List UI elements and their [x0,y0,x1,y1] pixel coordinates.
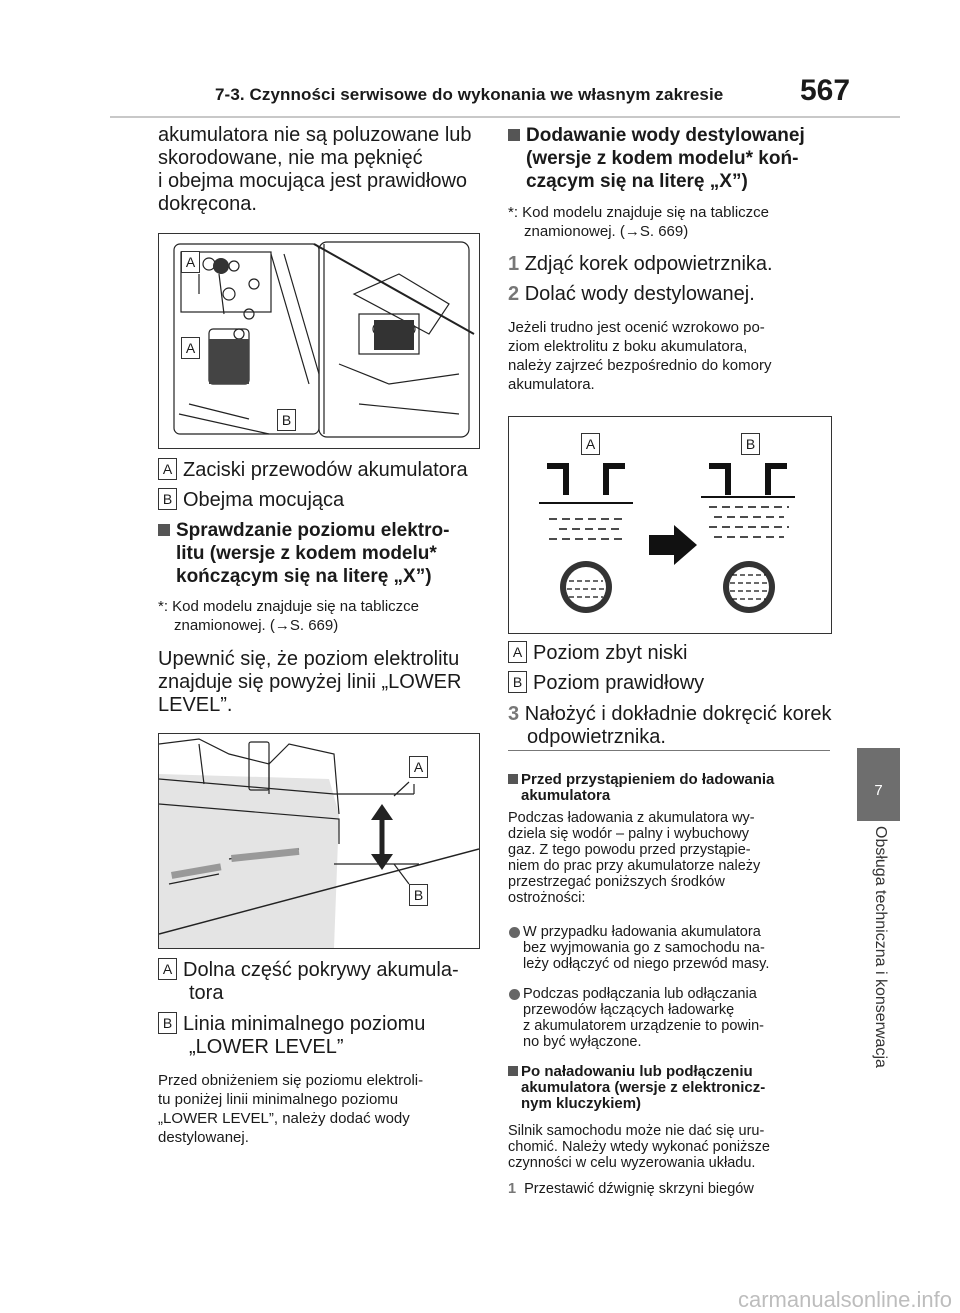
text-line: gaz. Z tego powodu przed przystąpie- [508,842,751,858]
text-line: *: Kod modelu znajduje się na tabliczce [158,598,419,615]
text-line: znamionowej. (→S. 669) [174,617,339,634]
legend-item [508,672,838,695]
text-line: bez wyjmowania go z samochodu na- [523,940,765,956]
section-heading [158,519,488,588]
bullet-item [508,986,838,1050]
step-text: Nałożyć i dokładnie dokręcić korek [524,703,832,725]
step-text: Przestawić dźwignię skrzyni biegów [524,1181,754,1197]
text-line: Jeżeli trudno jest ocenić wzrokowo po- [508,319,765,336]
legend-item [158,959,488,1005]
bullet-item [508,924,838,972]
text-line: „LOWER LEVEL”, należy dodać wody [158,1110,410,1127]
footnote [158,597,488,635]
legend-item [158,459,488,482]
step-text: odpowietrznika. [527,726,666,748]
text-line: akumulatora [521,787,611,804]
text-line: nym kluczykiem) [521,1095,642,1112]
legend-text: Obejma mocująca [183,489,345,511]
legend-tag-a: A [158,458,177,480]
engine-bay-illustration [159,234,479,448]
paragraph [508,318,838,394]
legend-tag-b: B [158,488,177,510]
text-line: niem do prac przy akumulatorze należy [508,858,761,874]
battery-level-figure [158,733,480,949]
header-rule [110,116,900,118]
text-line: skorodowane, nie ma pęknięć [158,147,423,169]
bullet-square [508,1066,518,1076]
text-line: kończącym się na literę „X”) [176,566,432,587]
paragraph [158,1071,488,1147]
figure-label-a: A [581,433,600,455]
engine-bay-figure [158,233,480,449]
text-line: przewodów łączących ładowarkę [523,1002,735,1018]
chapter-label-container [868,826,889,1120]
text-line: ziom elektrolitu z boku akumulatora, [508,338,748,355]
legend-tag-a: A [158,958,177,980]
bullet-dot [509,989,520,1000]
figure-label-b: B [741,433,760,455]
text-line: ostrożności: [508,890,586,906]
text-line: dziela się wodór – palny i wybuchowy [508,826,749,842]
figure-label-a: A [409,756,428,778]
subsection-heading [508,1064,838,1112]
paragraph [508,1123,838,1171]
step-item [508,1181,838,1197]
legend-text: Zaciski przewodów akumulatora [183,459,468,481]
text-line: znamionowej. (→S. 669) [524,223,689,240]
legend-item [158,489,488,512]
electrolyte-level-figure [508,416,832,634]
legend-text: „LOWER LEVEL” [189,1036,344,1058]
step-item [508,703,838,749]
text-line: akumulatora nie są poluzowane lub [158,124,472,146]
paragraph [158,648,488,717]
step-number: 2 [508,283,520,305]
text-line: Po naładowaniu lub podłączeniu [521,1063,753,1080]
text-line: należy zajrzeć bezpośrednio do komory [508,357,772,374]
text-line: Dodawanie wody destylowanej [526,125,805,146]
bullet-square [508,129,520,141]
text-line: z akumulatorem urządzenie to powin- [523,1018,764,1034]
step-number: 1 [508,253,520,275]
bullet-dot [509,927,520,938]
text-line: leży odłączyć od niego przewód masy. [523,956,770,972]
text-line: tu poniżej linii minimalnego poziomu [158,1091,399,1108]
level-comparison-illustration [509,417,831,633]
bullet-square [158,524,170,536]
text-line: dokręcona. [158,193,257,215]
text-line: czynności w celu wyzerowania układu. [508,1155,756,1171]
section-divider [508,750,830,751]
text-line: Podczas ładowania z akumulatora wy- [508,810,755,826]
intro-paragraph [158,124,488,216]
step-text: Zdjąć korek odpowietrznika. [524,253,773,275]
figure-label-a: A [181,251,200,273]
legend-text: tora [189,982,224,1004]
text-line: akumulatora. [508,376,595,393]
section-title: 7-3. Czynności serwisowe do wykonania we własnym zakresie [215,85,724,104]
text-line: Przed obniżeniem się poziomu elektroli- [158,1072,424,1089]
text-line: litu (wersje z kodem modelu* [176,543,437,564]
figure-label-b: B [277,409,296,431]
text-line: no być wyłączone. [523,1034,642,1050]
step-item [508,253,838,276]
legend-text: Dolna część pokrywy akumula- [183,959,459,981]
text-line: Sprawdzanie poziomu elektro- [176,520,450,541]
chapter-label: Obsługa techniczna i konserwacja [872,826,889,1068]
figure-label-a: A [181,337,200,359]
text-line: (wersje z kodem modelu* koń- [526,148,799,169]
watermark: carmanualsonline.info [737,1287,952,1312]
text-line: czącym się na literę „X”) [526,171,748,192]
chapter-tab [857,748,900,821]
figure-label-b: B [409,884,428,906]
text-line: chomić. Należy wtedy wykonać poniższe [508,1139,770,1155]
legend-item [158,1013,488,1059]
legend-tag-a: A [508,641,527,663]
paragraph [508,810,838,906]
section-heading [508,124,838,193]
legend-tag-b: B [508,671,527,693]
legend-text: Poziom prawidłowy [533,672,705,694]
text-line: i obejma mocująca jest prawidłowo [158,170,468,192]
text-line: W przypadku ładowania akumulatora [523,924,761,940]
legend-text: Linia minimalnego poziomu [183,1013,426,1035]
text-line: znajduje się powyżej linii „LOWER [158,671,462,693]
bullet-square [508,774,518,784]
page-number: 567 [800,74,851,107]
text-line: Upewnić się, że poziom elektrolitu [158,648,460,670]
battery-side-illustration [159,734,479,948]
step-item [508,283,838,306]
text-line: destylowanej. [158,1129,249,1146]
legend-text: Poziom zbyt niski [533,642,688,664]
legend-tag-b: B [158,1012,177,1034]
step-number: 1 [508,1181,517,1197]
text-line: LEVEL”. [158,694,233,716]
text-line: Silnik samochodu może nie dać się uru- [508,1123,765,1139]
chapter-number: 7 [874,782,883,799]
text-line: Podczas podłączania lub odłączania [523,986,757,1002]
footnote [508,203,838,241]
step-number: 3 [508,703,520,725]
legend-item [508,642,838,665]
text-line: przestrzegać poniższych środków [508,874,725,890]
text-line: Przed przystąpieniem do ładowania [521,771,775,788]
subsection-heading [508,772,838,804]
text-line: *: Kod modelu znajduje się na tabliczce [508,204,769,221]
text-line: akumulatora (wersje z elektronicz- [521,1079,766,1096]
step-text: Dolać wody destylowanej. [524,283,755,305]
